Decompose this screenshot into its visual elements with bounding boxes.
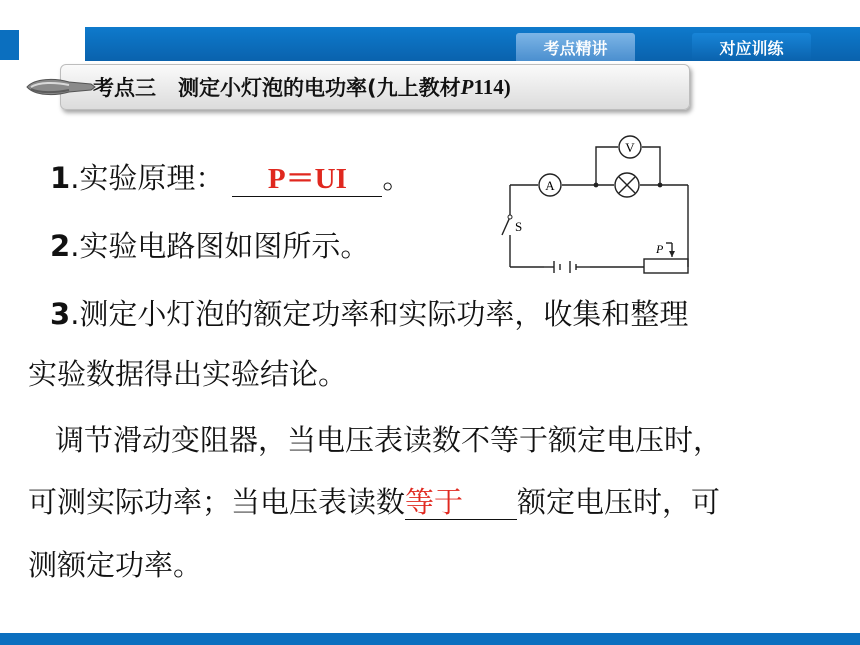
item-3-text: .测定小灯泡的额定功率和实际功率，收集和整理 — [70, 297, 689, 331]
top-left-accent — [0, 30, 19, 60]
voltmeter-label: V — [625, 140, 635, 155]
paragraph-line-2-before: 可测实际功率；当电压表读数 — [28, 485, 406, 519]
topic-title-prefix: 测定小灯泡的电功率(九上教材 — [178, 76, 461, 100]
circuit-diagram — [498, 135, 698, 275]
paragraph-answer: 等于 — [405, 485, 517, 520]
paragraph-line-2 — [28, 482, 720, 522]
bottom-banner — [0, 633, 860, 645]
tab-key-points[interactable]: 考点精讲 — [516, 33, 635, 61]
item-1 — [50, 158, 411, 198]
rheostat-label: P — [656, 242, 664, 256]
item-3 — [50, 294, 688, 334]
item-2-number: 2 — [50, 229, 71, 263]
switch-label: S — [515, 219, 523, 234]
paragraph-line-1: 调节滑动变阻器，当电压表读数不等于额定电压时， — [55, 423, 723, 457]
item-1-number: 1 — [50, 161, 71, 195]
topic-title-suffix: 114) — [473, 74, 511, 99]
ammeter-label: A — [545, 178, 555, 193]
topic-label: 考点三 — [93, 76, 156, 100]
item-1-answer: P＝UI — [232, 162, 382, 197]
item-1-end: 。 — [382, 161, 412, 195]
paragraph-line-3: 测额定功率。 — [28, 548, 203, 582]
topic-heading — [93, 72, 511, 102]
topic-title-page-letter: P — [460, 74, 474, 99]
pen-icon — [25, 72, 97, 102]
item-2 — [50, 226, 369, 266]
item-1-text: .实验原理： — [70, 161, 225, 195]
paragraph-line-2-after: 额定电压时，可 — [517, 485, 721, 519]
item-2-text: .实验电路图如图所示。 — [70, 229, 370, 263]
tab-practice[interactable]: 对应训练 — [692, 33, 811, 61]
item-3-number: 3 — [50, 297, 71, 331]
item-3-continued: 实验数据得出实验结论。 — [28, 357, 348, 391]
